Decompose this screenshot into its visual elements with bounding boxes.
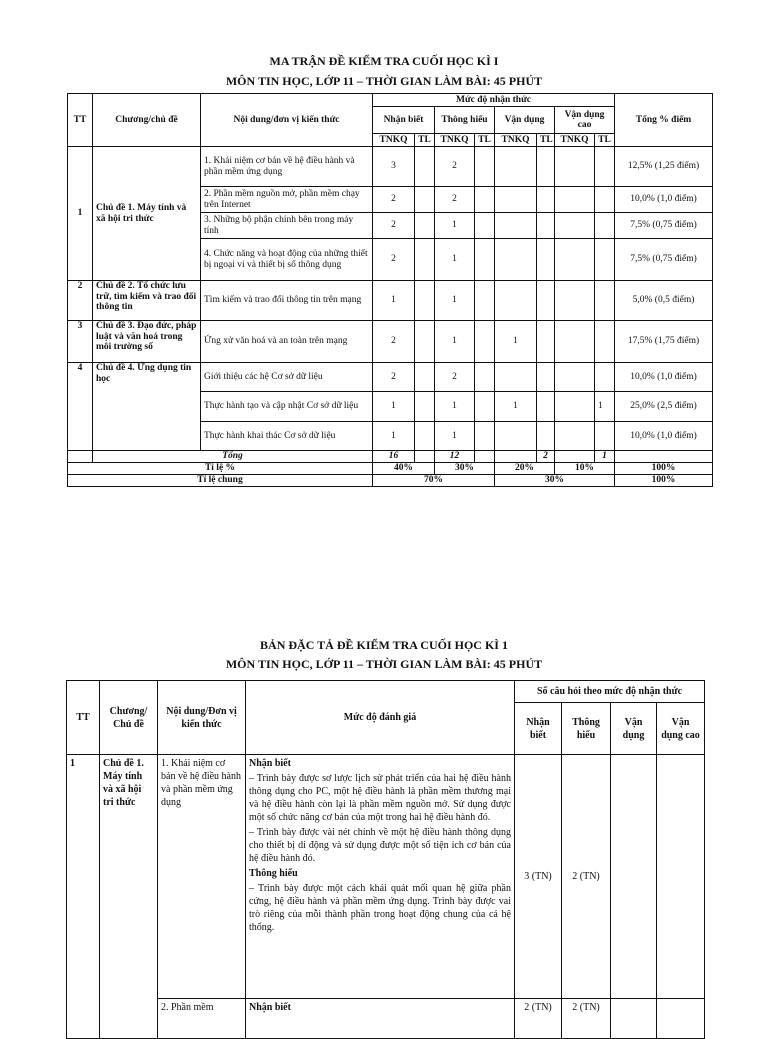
spec-header-content: Nội dung/Đơn vị kiến thức <box>158 681 246 755</box>
cell-th: 1 <box>435 392 475 422</box>
spec-row-chapter: Chủ đề 1. Máy tính và xã hội tri thức <box>100 755 158 1039</box>
general-total: 100% <box>615 475 713 487</box>
header-chapter: Chương/chủ đề <box>93 94 201 147</box>
row-chapter: Chủ đề 3. Đạo đức, pháp luật và văn hoá trong môi trường số <box>93 321 201 363</box>
spec-header-count: Số câu hỏi theo mức độ nhận thức <box>515 681 705 703</box>
cell-vd <box>495 281 537 321</box>
general-label: Tỉ lệ chung <box>68 475 373 487</box>
cell-th: 1 <box>435 239 475 281</box>
cell-total: 12,5% (1,25 điểm) <box>615 147 713 187</box>
spec-cell-nb: 3 (TN) <box>515 755 562 999</box>
spec-header-th: Thông hiểu <box>562 703 611 755</box>
nb-heading: Nhận biết <box>249 758 291 769</box>
spec-cell-vdc <box>657 999 705 1039</box>
cell-total: 7,5% (0,75 điểm) <box>615 213 713 239</box>
spec-header-nb: Nhận biết <box>515 703 562 755</box>
cell-vdc <box>555 363 595 392</box>
th-paragraph: – Trình bày được một cách khái quát mối quan hệ giữa phần cứng, hệ điều hành và phần mềm ứng dụng. Trình bày được vai trò riêng của mỗi thành phần trong hoạt động chung của cả hệ thống. <box>249 883 511 933</box>
matrix-table <box>67 93 713 487</box>
spec-table <box>66 680 705 1039</box>
spec-row-assessment <box>246 755 515 999</box>
ratio-vdc: 10% <box>555 463 615 475</box>
cell-th: 1 <box>435 422 475 451</box>
matrix-title: MA TRẬN ĐỀ KIỂM TRA CUỐI HỌC KÌ I <box>269 54 499 68</box>
general-a: 70% <box>373 475 495 487</box>
header-nb: Nhận biết <box>373 107 435 134</box>
table-row <box>68 281 713 321</box>
header-tnkq: TNKQ <box>495 134 537 147</box>
ratio-label: Tỉ lệ % <box>68 463 373 475</box>
cell-vd <box>495 187 537 213</box>
cell-vd <box>495 147 537 187</box>
cell-vdc <box>555 321 595 363</box>
header-vd: Vận dụng <box>495 107 555 134</box>
spec-title: BẢN ĐẶC TẢ ĐỀ KIỂM TRA CUỐI HỌC KÌ 1 <box>260 638 508 652</box>
spec-header-vd: Vận dụng <box>611 703 657 755</box>
ratio-total: 100% <box>615 463 713 475</box>
cell-th: 1 <box>435 281 475 321</box>
row-chapter: Chủ đề 4. Ứng dụng tin học <box>93 363 201 451</box>
cell-th: 2 <box>435 363 475 392</box>
cell-total: 7,5% (0,75 điểm) <box>615 239 713 281</box>
row-tt: 1 <box>68 147 93 281</box>
header-tt: TT <box>68 94 93 147</box>
row-chapter: Chủ đề 2. Tổ chức lưu trữ, tìm kiếm và trao đổi thông tin <box>93 281 201 321</box>
header-vdc: Vận dụng cao <box>555 107 615 134</box>
cell-total: 10,0% (1,0 điểm) <box>615 187 713 213</box>
summary-total-row <box>68 451 713 463</box>
header-total: Tổng % điểm <box>615 94 713 147</box>
row-content: Giới thiệu các hệ Cơ sở dữ liệu <box>201 363 373 392</box>
spec-cell-vd <box>611 999 657 1039</box>
cell-vdc <box>555 422 595 451</box>
table-row <box>67 999 705 1039</box>
cell-vd <box>495 213 537 239</box>
cell-total: 10,0% (1,0 điểm) <box>615 363 713 392</box>
header-content: Nội dung/đơn vị kiến thức <box>201 94 373 147</box>
cell-nb: 1 <box>373 281 415 321</box>
row-content: 4. Chức năng và hoạt động của những thiết bị ngoại vi và thiết bị số thông dụng <box>201 239 373 281</box>
ratio-vd: 20% <box>495 463 555 475</box>
general-b: 30% <box>495 475 615 487</box>
cell-nb: 2 <box>373 363 415 392</box>
nb-heading: Nhận biết <box>246 999 515 1039</box>
row-chapter: Chủ đề 1. Máy tính và xã hội tri thức <box>93 147 201 281</box>
cell-vdc-tl: 1 <box>595 392 615 422</box>
cell-nb: 1 <box>373 422 415 451</box>
spec-cell-th: 2 (TN) <box>562 999 611 1039</box>
row-tt: 3 <box>68 321 93 363</box>
cell-nb: 1 <box>373 392 415 422</box>
cell-vd: 1 <box>495 392 537 422</box>
header-tl: TL <box>595 134 615 147</box>
header-th: Thông hiểu <box>435 107 495 134</box>
spec-row-content: 2. Phần mềm <box>158 999 246 1039</box>
cell-nb: 3 <box>373 147 415 187</box>
row-content: 2. Phần mềm nguồn mở, phần mềm chạy trên Internet <box>201 187 373 213</box>
spec-header-tt: TT <box>67 681 100 755</box>
spec-subtitle: MÔN TIN HỌC, LỚP 11 – THỜI GIAN LÀM BÀI: 45 PHÚT <box>225 657 543 671</box>
spec-row-content: 1. Khái niệm cơ bản về hệ điều hành và phần mềm ứng dụng <box>158 755 246 999</box>
table-row <box>68 321 713 363</box>
cell-nb: 2 <box>373 239 415 281</box>
cell-th: 1 <box>435 213 475 239</box>
row-content: Thực hành tạo và cập nhật Cơ sở dữ liệu <box>201 392 373 422</box>
th-heading: Thông hiểu <box>249 868 298 879</box>
cell-vd <box>495 363 537 392</box>
total-nb: 16 <box>373 451 415 463</box>
row-content: Tìm kiếm và trao đổi thông tin trên mạng <box>201 281 373 321</box>
table-row <box>68 147 713 187</box>
row-content: Thực hành khai thác Cơ sở dữ liệu <box>201 422 373 451</box>
cell-total: 10,0% (1,0 điểm) <box>615 422 713 451</box>
spec-cell-nb: 2 (TN) <box>515 999 562 1039</box>
ratio-nb: 40% <box>373 463 435 475</box>
cell-nb: 2 <box>373 213 415 239</box>
cell-vdc <box>555 187 595 213</box>
total-vd: 2 <box>537 451 555 463</box>
nb-paragraph: – Trình bày được vài nét chính về một hệ điều hành thông dụng cho thiết bị di động và sử dụng được một số tiện ích cơ bản của hệ điều hành đó. <box>249 827 511 864</box>
header-tl: TL <box>415 134 435 147</box>
spec-row-tt: 1 <box>67 755 100 1039</box>
header-level: Mức độ nhận thức <box>373 94 615 107</box>
table-row <box>67 755 705 999</box>
row-content: Ứng xử văn hoá và an toàn trên mạng <box>201 321 373 363</box>
spec-header-chapter: Chương/ Chủ đề <box>100 681 158 755</box>
header-tl: TL <box>475 134 495 147</box>
cell-total: 25,0% (2,5 điểm) <box>615 392 713 422</box>
cell-vdc <box>555 239 595 281</box>
row-content: 3. Những bộ phận chính bên trong máy tính <box>201 213 373 239</box>
cell-vdc <box>555 147 595 187</box>
row-content: 1. Khái niệm cơ bản về hệ điều hành và phần mềm ứng dụng <box>201 147 373 187</box>
total-th: 12 <box>435 451 475 463</box>
cell-nb: 2 <box>373 187 415 213</box>
header-tnkq: TNKQ <box>435 134 475 147</box>
spec-header-vdc: Vận dụng cao <box>657 703 705 755</box>
summary-general-row <box>68 475 713 487</box>
total-vdc: 1 <box>595 451 615 463</box>
cell-total: 17,5% (1,75 điểm) <box>615 321 713 363</box>
spec-cell-th: 2 (TN) <box>562 755 611 999</box>
cell-vdc <box>555 213 595 239</box>
row-tt: 2 <box>68 281 93 321</box>
cell-total: 5,0% (0,5 điểm) <box>615 281 713 321</box>
nb-paragraph: – Trình bày được sơ lược lịch sử phát triển của hai hệ điều hành thông dụng cho PC, một hệ điều hành là phần mềm thương mại và hệ điều hành còn lại là phần mềm nguồn mở. Sử dụng được một số chức năng cơ bản của một trong hai hệ điều hành đó. <box>249 773 511 823</box>
total-label: Tổng <box>93 451 373 463</box>
matrix-subtitle: MÔN TIN HỌC, LỚP 11 – THỜI GIAN LÀM BÀI: 45 PHÚT <box>225 74 543 88</box>
cell-vdc <box>555 281 595 321</box>
summary-ratio-row <box>68 463 713 475</box>
spec-cell-vd <box>611 755 657 999</box>
cell-vd <box>495 422 537 451</box>
row-tt: 4 <box>68 363 93 451</box>
header-tl: TL <box>537 134 555 147</box>
table-row <box>68 363 713 392</box>
ratio-th: 30% <box>435 463 495 475</box>
spec-header-assessment: Mức độ đánh giá <box>246 681 515 755</box>
cell-vd: 1 <box>495 321 537 363</box>
cell-vd <box>495 239 537 281</box>
cell-th: 2 <box>435 147 475 187</box>
cell-nb: 2 <box>373 321 415 363</box>
spec-cell-vdc <box>657 755 705 999</box>
header-tnkq: TNKQ <box>555 134 595 147</box>
header-tnkq: TNKQ <box>373 134 415 147</box>
cell-th: 1 <box>435 321 475 363</box>
cell-th: 2 <box>435 187 475 213</box>
